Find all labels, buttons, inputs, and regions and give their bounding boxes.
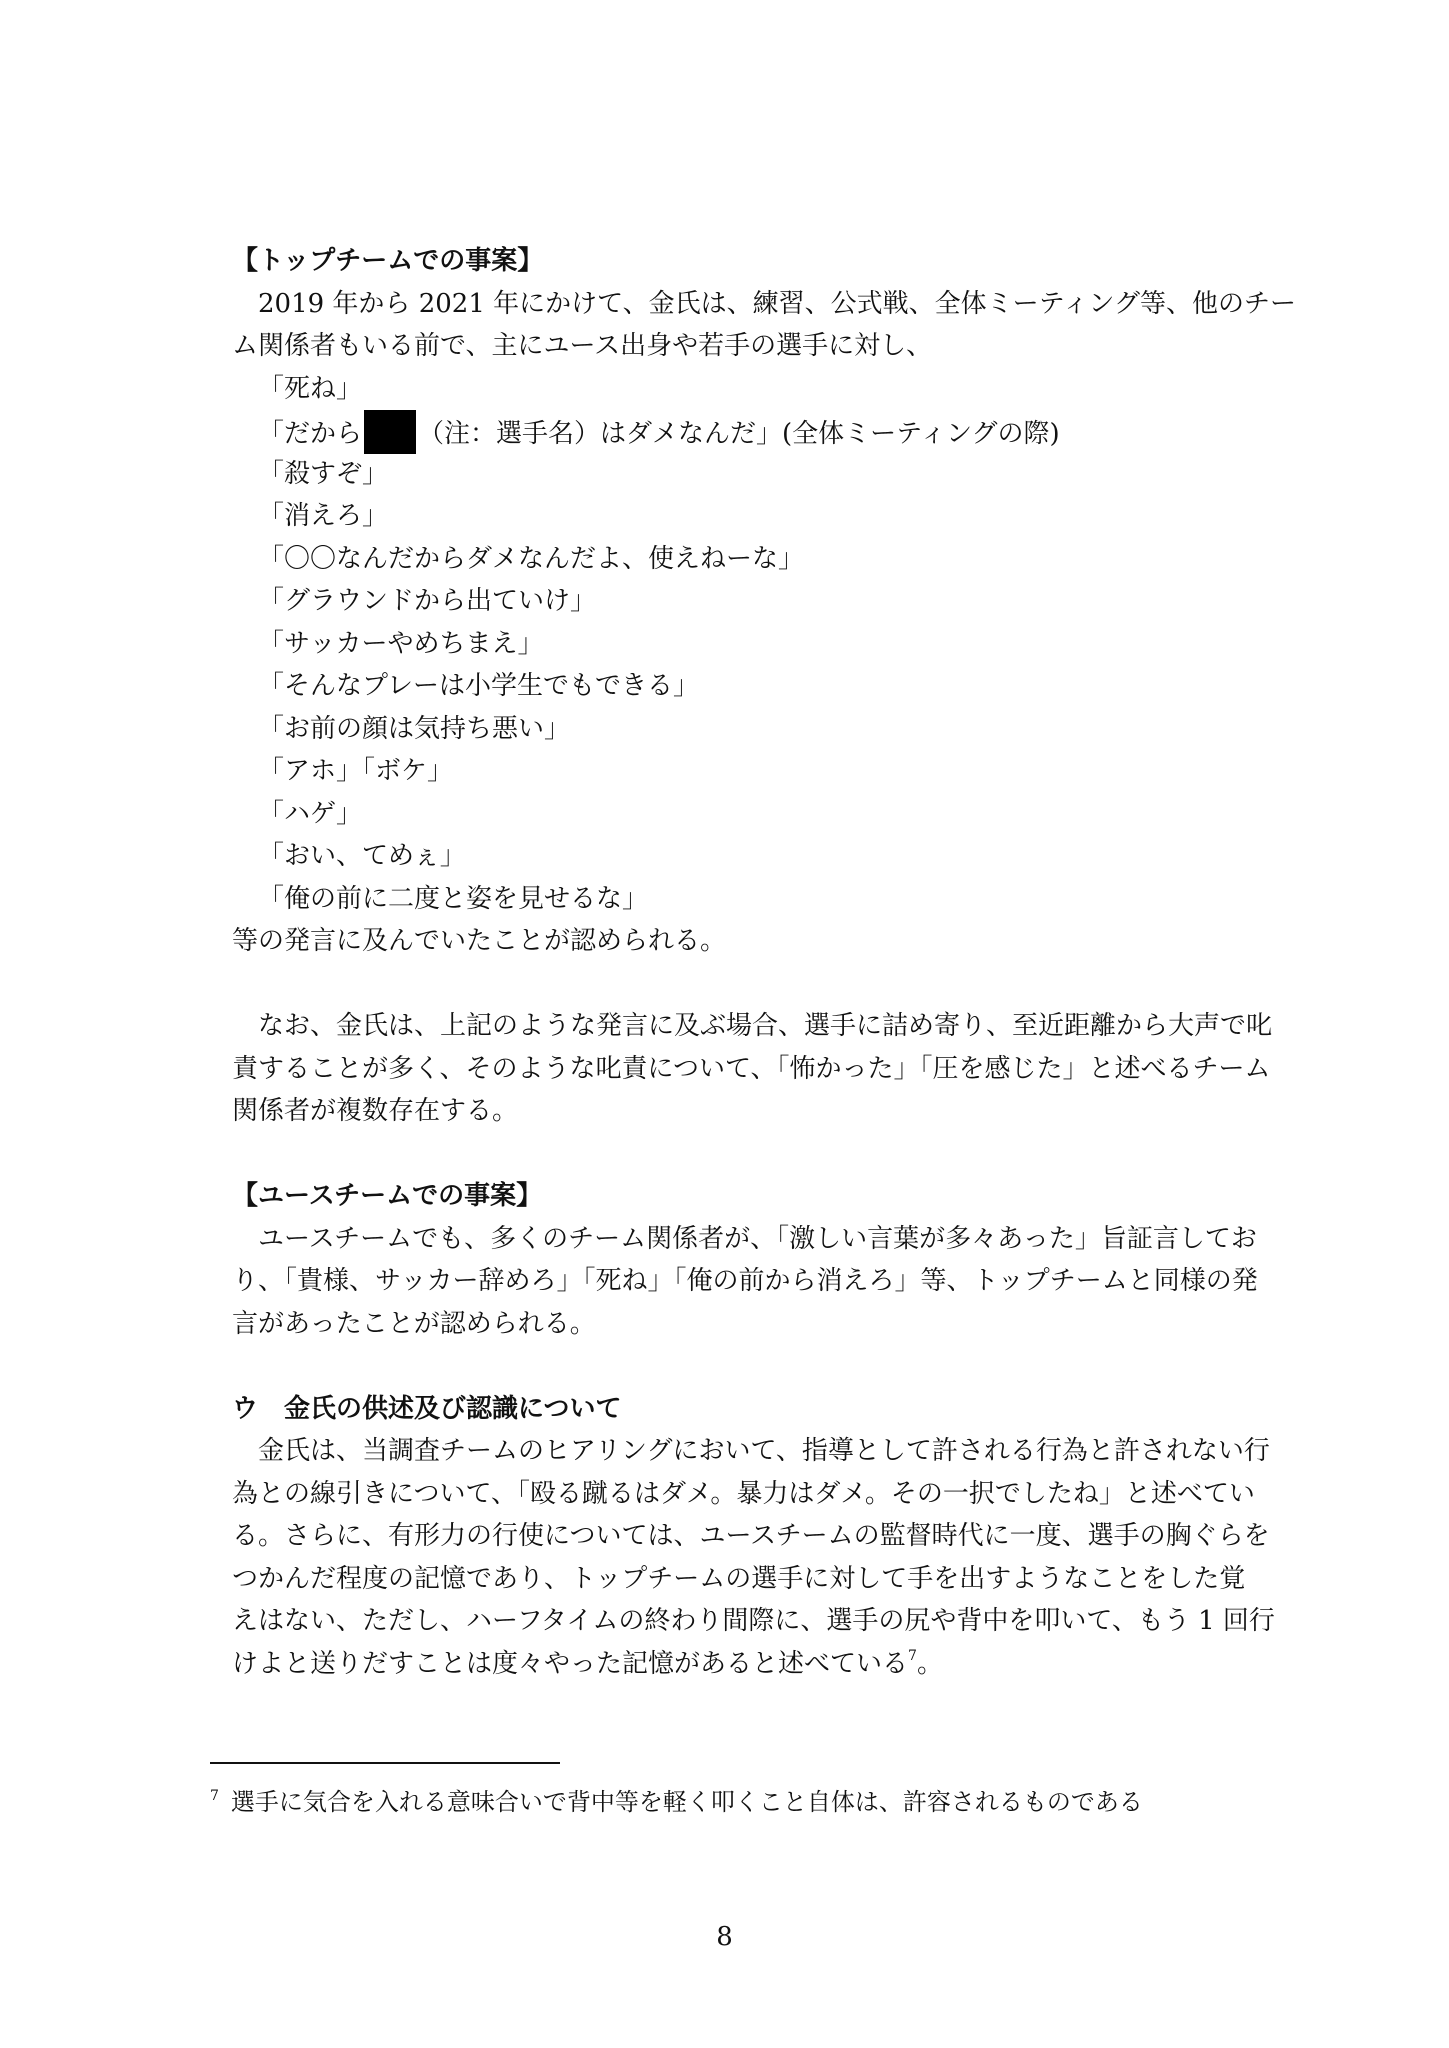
quote-text: （注：選手名）はダメなんだ」(全体ミーティングの際)	[418, 419, 1060, 449]
heading-youth-team: 【ユースチームでの事案】	[232, 1181, 543, 1211]
spacer	[232, 1345, 1242, 1388]
footnote-text: 選手に気合を入れる意味合いで背中等を軽く叩くこと自体は、許容されるものである	[230, 1788, 1143, 1816]
footnote	[210, 1778, 1240, 1820]
paragraph-line: る。さらに、有形力の行使については、ユースチームの監督時代に一度、選手の胸ぐらを	[232, 1521, 1270, 1551]
spacer	[232, 1133, 1242, 1176]
quote-line: 「サッカーやめちまえ」	[258, 628, 544, 659]
paragraph-line: ユースチームでも、多くのチーム関係者が、「激しい言葉が多々あった」旨証言してお	[258, 1223, 1257, 1254]
quote-line: 「お前の顔は気持ち悪い」	[258, 713, 571, 744]
footnote-divider	[210, 1762, 560, 1764]
quote-line: 「〇〇なんだからダメなんだよ、使えねーな」	[258, 543, 805, 574]
conclusion-line: 等の発言に及んでいたことが認められる。	[232, 926, 727, 956]
paragraph-line: り、「貴様、サッカー辞めろ」「死ね」「俺の前から消えろ」等、トップチームと同様の発	[232, 1266, 1258, 1296]
paragraph-line: 関係者が複数存在する。	[232, 1096, 519, 1126]
quote-line: 「グラウンドから出ていけ」	[258, 586, 597, 616]
quote-text: 「だから	[258, 419, 363, 449]
quote-line-redacted	[232, 410, 1242, 453]
document-body	[232, 240, 1297, 1685]
heading-top-team: 【トップチームでの事案】	[232, 246, 544, 276]
quote-line: 「俺の前に二度と姿を見せるな」	[258, 883, 649, 914]
quote-line: 「殺すぞ」	[258, 458, 389, 489]
spacer	[232, 963, 1242, 1006]
paragraph-line-with-footnote	[232, 1643, 1242, 1686]
footnote-reference[interactable]: 7	[908, 1647, 917, 1664]
page-number: 8	[716, 1922, 733, 1952]
paragraph-line: つかんだ程度の記憶であり、トップチームの選手に対して手を出すようなことをした覚	[232, 1563, 1246, 1594]
paragraph-line: ム関係者もいる前で、主にユース出身や若手の選手に対し、	[232, 331, 933, 361]
quote-line: 「おい、てめぇ」	[258, 841, 466, 871]
quote-line: 「アホ」「ボケ」	[258, 756, 454, 786]
quote-line: 「ハゲ」	[258, 798, 363, 829]
paragraph-line: 言があったことが認められる。	[232, 1308, 596, 1339]
paragraph-line: 金氏は、当調査チームのヒアリングにおいて、指導として許される行為と許されない行	[258, 1436, 1270, 1466]
paragraph-line: えはない、ただし、ハーフタイムの終わり間際に、選手の尻や背中を叩いて、もう 1 回行	[232, 1606, 1275, 1636]
redaction-box	[364, 410, 416, 454]
heading-statement: ウ 金氏の供述及び認識について	[232, 1393, 622, 1424]
paragraph-line: 為との線引きについて、「殴る蹴るはダメ。暴力はダメ。その一択でしたね」と述べてい	[232, 1478, 1255, 1509]
paragraph-line: 責することが多く、そのような叱責について、「怖かった」「圧を感じた」と述べるチーム	[232, 1053, 1271, 1084]
paragraph-text: 。	[916, 1648, 943, 1679]
paragraph-line: 2019 年から 2021 年にかけて、金氏は、練習、公式戦、全体ミーティング等、他のチー	[258, 288, 1297, 319]
quote-line: 「消えろ」	[258, 501, 389, 531]
quote-line: 「死ね」	[258, 373, 363, 404]
footnote-number: 7	[210, 1788, 219, 1804]
paragraph-line: なお、金氏は、上記のような発言に及ぶ場合、選手に詰め寄り、至近距離から大声で叱	[258, 1011, 1273, 1041]
quote-line: 「そんなプレーは小学生でもできる」	[258, 671, 699, 701]
paragraph-text: けよと送りだすことは度々やった記憶があると述べている	[232, 1648, 909, 1679]
